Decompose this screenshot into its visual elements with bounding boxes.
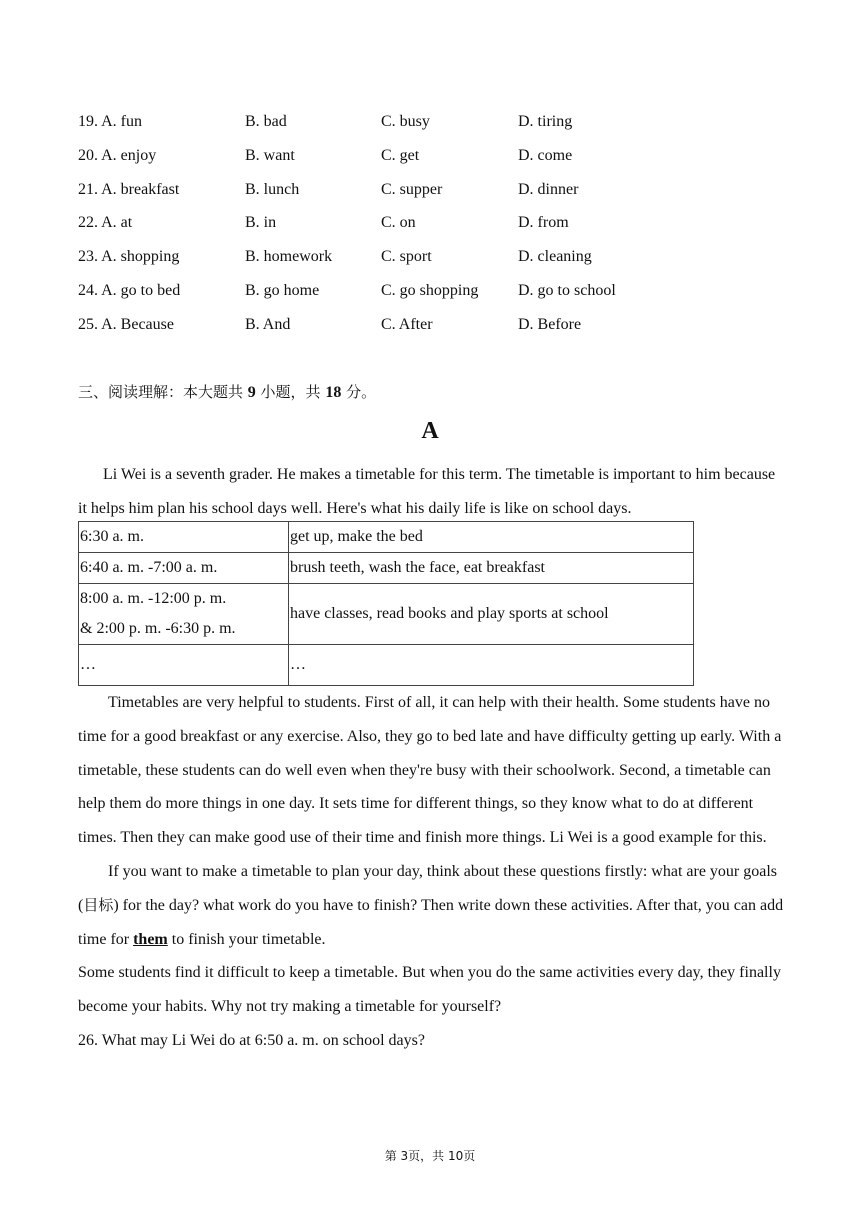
option-b: B. And xyxy=(245,315,291,333)
option-b: B. homework xyxy=(245,248,333,266)
activity-cell: get up, make the bed xyxy=(289,522,694,553)
answer-options xyxy=(78,110,778,347)
page-footer xyxy=(0,1148,860,1164)
option-a: 22. A. at xyxy=(78,214,133,232)
option-row-20 xyxy=(78,144,778,178)
underlined-word: them xyxy=(133,930,168,948)
table-row xyxy=(79,522,694,553)
table-row xyxy=(79,553,694,584)
footer-middle: 页，共 xyxy=(408,1149,448,1163)
option-row-22 xyxy=(78,211,778,245)
option-a: 19. A. fun xyxy=(78,113,142,130)
time-cell: 6:30 a. m. xyxy=(79,522,289,553)
option-row-23 xyxy=(78,245,778,279)
activity-cell: have classes, read books and play sports at school xyxy=(289,584,694,645)
section-points: 18 xyxy=(325,384,342,401)
section-prefix: 三、阅读理解：本大题共 xyxy=(78,383,248,401)
option-a: 20. A. enjoy xyxy=(78,146,157,164)
option-d: D. come xyxy=(518,146,573,164)
option-d: D. Before xyxy=(518,315,582,333)
option-c: C. on xyxy=(381,214,416,232)
option-b: B. want xyxy=(245,146,295,164)
time-line: & 2:00 p. m. -6:30 p. m. xyxy=(80,620,236,637)
time-line: 8:00 a. m. -12:00 p. m. xyxy=(80,590,227,607)
chinese-gloss: 目标 xyxy=(83,895,114,914)
option-d: D. from xyxy=(518,214,569,232)
option-c: C. busy xyxy=(381,113,430,130)
footer-suffix: 页 xyxy=(463,1149,476,1163)
section-suffix: 分。 xyxy=(341,383,377,401)
time-cell: … xyxy=(79,645,289,686)
option-b: B. in xyxy=(245,214,277,232)
option-d: D. go to school xyxy=(518,281,616,299)
option-b: B. go home xyxy=(245,281,320,299)
option-c: C. After xyxy=(381,315,433,333)
table-row xyxy=(79,584,694,645)
footer-total: 10 xyxy=(448,1149,464,1163)
passage-body xyxy=(78,686,793,1058)
paragraph: Timetables are very helpful to students. First of all, it can help with their health. Some students have no time for a good breakfast or any exercise. Also, they go to bed late and have difficulty getting up early. With a timetable, these students can do well even when they're busy with their schoolwork. Second, a timetable can help them do more things in one day. It sets time for different things, so they know what to do at different times. Then they can make good use of their time and finish more things. Li Wei is a good example for this. xyxy=(78,694,782,847)
option-c: C. go shopping xyxy=(381,281,479,299)
section-heading xyxy=(78,380,376,405)
activity-cell: … xyxy=(289,645,694,686)
option-b: B. lunch xyxy=(245,180,300,198)
para2-part2: ) for the day? what work do you have to finish? Then write down these activities. After that, you can add time for xyxy=(78,896,784,948)
option-a: 25. A. Because xyxy=(78,315,174,333)
section-count: 9 xyxy=(247,384,256,401)
passage-title: A xyxy=(421,418,439,444)
activity-cell: brush teeth, wash the face, eat breakfast xyxy=(289,553,694,584)
option-c: C. supper xyxy=(381,180,443,198)
option-row-24 xyxy=(78,279,778,313)
time-cell: 6:40 a. m. -7:00 a. m. xyxy=(79,553,289,584)
timetable xyxy=(78,521,694,686)
paragraph xyxy=(78,855,793,956)
option-a: 21. A. breakfast xyxy=(78,180,180,198)
para2-part3: to finish your timetable. xyxy=(167,930,326,948)
option-d: D. tiring xyxy=(518,113,573,130)
table-row xyxy=(79,645,694,686)
option-b: B. bad xyxy=(245,113,287,130)
section-middle: 小题，共 xyxy=(255,383,326,401)
option-d: D. cleaning xyxy=(518,248,592,266)
option-c: C. get xyxy=(381,146,420,164)
option-a: 24. A. go to bed xyxy=(78,281,181,299)
option-row-19 xyxy=(78,110,778,144)
footer-prefix: 第 xyxy=(384,1149,401,1163)
option-a: 23. A. shopping xyxy=(78,248,180,266)
option-row-21 xyxy=(78,178,778,212)
time-cell xyxy=(79,584,289,645)
option-d: D. dinner xyxy=(518,180,579,198)
intro-paragraph: Li Wei is a seventh grader. He makes a timetable for this term. The timetable is important to him because it helps him plan his school days well. Here's what his daily life is like on school days. xyxy=(78,466,776,517)
footer-page: 3 xyxy=(400,1149,409,1163)
para2-part1: If you want to make a timetable to plan your day, think about these questions firstly: what are your goals ( xyxy=(78,862,778,914)
option-c: C. sport xyxy=(381,248,432,266)
question-26: 26. What may Li Wei do at 6:50 a. m. on school days? xyxy=(78,1031,425,1049)
option-row-25 xyxy=(78,313,778,347)
paragraph: Some students find it difficult to keep a timetable. But when you do the same activities every day, they finally become your habits. Why not try making a timetable for yourself? xyxy=(78,964,781,1016)
